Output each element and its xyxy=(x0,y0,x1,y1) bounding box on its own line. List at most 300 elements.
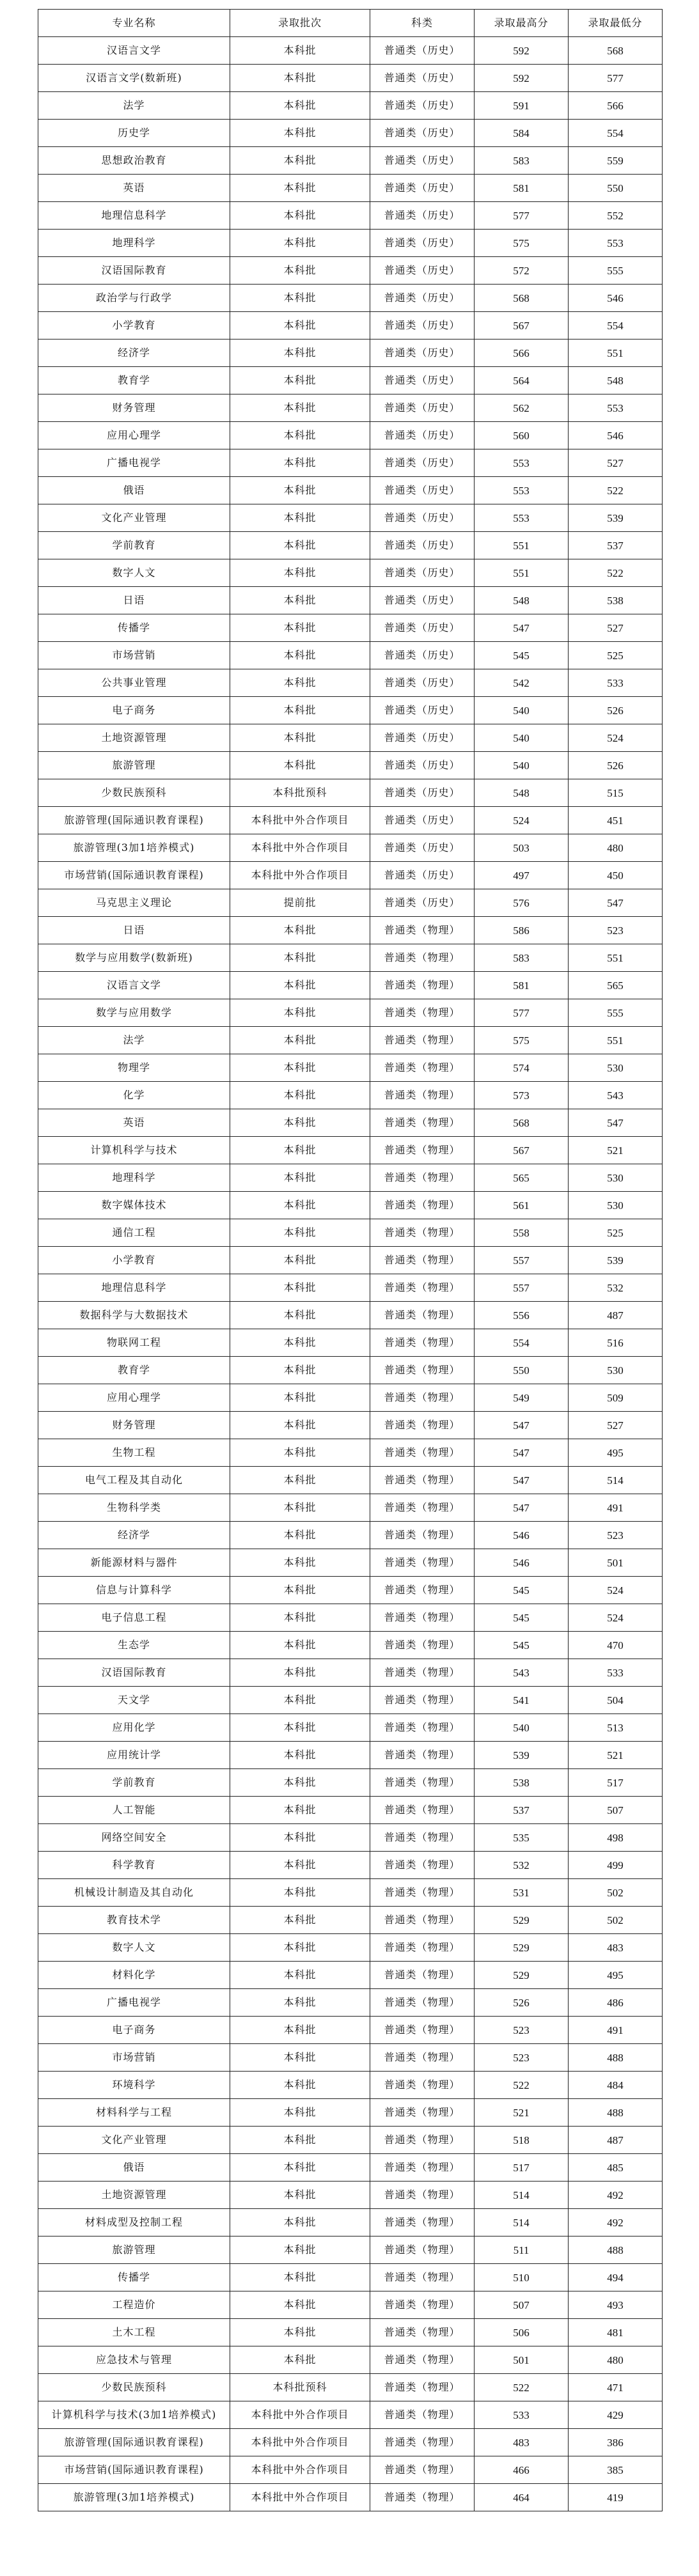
major-name-cell: 法学 xyxy=(38,92,230,120)
table-row xyxy=(38,999,663,1027)
table-body xyxy=(38,37,663,2511)
min-score-cell: 524 xyxy=(569,1604,663,1632)
max-score-cell: 510 xyxy=(475,2264,569,2291)
table-row xyxy=(38,2209,663,2236)
admission-batch-cell: 本科批 xyxy=(230,1742,370,1769)
major-name-cell: 工程造价 xyxy=(38,2291,230,2319)
table-row xyxy=(38,285,663,312)
major-name-cell: 文化产业管理 xyxy=(38,504,230,532)
admission-batch-cell: 本科批 xyxy=(230,1384,370,1412)
admission-batch-cell: 本科批 xyxy=(230,669,370,697)
admission-batch-cell: 本科批 xyxy=(230,175,370,202)
category-cell: 普通类（物理） xyxy=(370,2319,475,2346)
major-name-cell: 数字人文 xyxy=(38,559,230,587)
table-row xyxy=(38,1329,663,1357)
max-score-cell: 586 xyxy=(475,917,569,944)
admission-batch-cell: 本科批 xyxy=(230,559,370,587)
table-row xyxy=(38,834,663,862)
table-row xyxy=(38,147,663,175)
min-score-cell: 509 xyxy=(569,1384,663,1412)
category-cell: 普通类（历史） xyxy=(370,614,475,642)
admission-batch-cell: 本科批 xyxy=(230,1164,370,1192)
admission-batch-cell: 本科批 xyxy=(230,1412,370,1439)
header-admission-batch: 录取批次 xyxy=(230,10,370,37)
admission-batch-cell: 本科批中外合作项目 xyxy=(230,2484,370,2511)
min-score-cell: 553 xyxy=(569,394,663,422)
admission-batch-cell: 本科批 xyxy=(230,1907,370,1934)
max-score-cell: 557 xyxy=(475,1247,569,1274)
min-score-cell: 555 xyxy=(569,257,663,285)
major-name-cell: 汉语国际教育 xyxy=(38,1659,230,1687)
major-name-cell: 应急技术与管理 xyxy=(38,2346,230,2374)
category-cell: 普通类（历史） xyxy=(370,697,475,724)
table-row xyxy=(38,1934,663,1962)
table-row xyxy=(38,2017,663,2044)
admission-batch-cell: 本科批 xyxy=(230,2127,370,2154)
major-name-cell: 市场营销 xyxy=(38,2044,230,2072)
max-score-cell: 557 xyxy=(475,1274,569,1302)
major-name-cell: 物联网工程 xyxy=(38,1329,230,1357)
admission-batch-cell: 本科批 xyxy=(230,65,370,92)
admission-batch-cell: 本科批 xyxy=(230,367,370,394)
major-name-cell: 数学与应用数学 xyxy=(38,999,230,1027)
major-name-cell: 汉语言文学 xyxy=(38,37,230,65)
category-cell: 普通类（历史） xyxy=(370,477,475,504)
category-cell: 普通类（物理） xyxy=(370,1879,475,1907)
category-cell: 普通类（物理） xyxy=(370,1934,475,1962)
category-cell: 普通类（物理） xyxy=(370,1907,475,1934)
max-score-cell: 553 xyxy=(475,504,569,532)
category-cell: 普通类（物理） xyxy=(370,1742,475,1769)
min-score-cell: 553 xyxy=(569,230,663,257)
table-row xyxy=(38,1797,663,1824)
table-row xyxy=(38,65,663,92)
major-name-cell: 网络空间安全 xyxy=(38,1824,230,1852)
min-score-cell: 548 xyxy=(569,367,663,394)
max-score-cell: 561 xyxy=(475,1192,569,1219)
admission-batch-cell: 本科批预科 xyxy=(230,2374,370,2401)
category-cell: 普通类（物理） xyxy=(370,2236,475,2264)
max-score-cell: 540 xyxy=(475,697,569,724)
max-score-cell: 533 xyxy=(475,2401,569,2429)
max-score-cell: 518 xyxy=(475,2127,569,2154)
table-row xyxy=(38,1412,663,1439)
table-row xyxy=(38,1302,663,1329)
major-name-cell: 数字媒体技术 xyxy=(38,1192,230,1219)
category-cell: 普通类（物理） xyxy=(370,2291,475,2319)
admission-batch-cell: 本科批 xyxy=(230,1962,370,1989)
table-row xyxy=(38,724,663,752)
major-name-cell: 小学教育 xyxy=(38,1247,230,1274)
min-score-cell: 514 xyxy=(569,1467,663,1494)
admission-batch-cell: 本科批 xyxy=(230,1824,370,1852)
max-score-cell: 583 xyxy=(475,944,569,972)
min-score-cell: 502 xyxy=(569,1907,663,1934)
max-score-cell: 545 xyxy=(475,642,569,669)
table-row xyxy=(38,2374,663,2401)
min-score-cell: 566 xyxy=(569,92,663,120)
max-score-cell: 567 xyxy=(475,1137,569,1164)
min-score-cell: 527 xyxy=(569,614,663,642)
admission-batch-cell: 本科批 xyxy=(230,312,370,340)
category-cell: 普通类（物理） xyxy=(370,2154,475,2182)
table-row xyxy=(38,422,663,449)
min-score-cell: 493 xyxy=(569,2291,663,2319)
category-cell: 普通类（历史） xyxy=(370,340,475,367)
max-score-cell: 567 xyxy=(475,312,569,340)
admission-batch-cell: 本科批 xyxy=(230,532,370,559)
table-row xyxy=(38,1604,663,1632)
table-row xyxy=(38,1907,663,1934)
category-cell: 普通类（历史） xyxy=(370,449,475,477)
category-cell: 普通类（历史） xyxy=(370,752,475,779)
min-score-cell: 550 xyxy=(569,175,663,202)
header-major-name: 专业名称 xyxy=(38,10,230,37)
table-row xyxy=(38,697,663,724)
min-score-cell: 492 xyxy=(569,2209,663,2236)
table-row xyxy=(38,1137,663,1164)
major-name-cell: 天文学 xyxy=(38,1687,230,1714)
category-cell: 普通类（物理） xyxy=(370,1522,475,1549)
table-row xyxy=(38,779,663,807)
major-name-cell: 新能源材料与器件 xyxy=(38,1549,230,1577)
min-score-cell: 539 xyxy=(569,1247,663,1274)
min-score-cell: 559 xyxy=(569,147,663,175)
min-score-cell: 483 xyxy=(569,1934,663,1962)
max-score-cell: 560 xyxy=(475,422,569,449)
max-score-cell: 572 xyxy=(475,257,569,285)
min-score-cell: 565 xyxy=(569,972,663,999)
min-score-cell: 488 xyxy=(569,2044,663,2072)
admission-score-table xyxy=(38,9,663,2511)
max-score-cell: 574 xyxy=(475,1054,569,1082)
table-row xyxy=(38,2072,663,2099)
min-score-cell: 552 xyxy=(569,202,663,230)
max-score-cell: 540 xyxy=(475,1714,569,1742)
min-score-cell: 484 xyxy=(569,2072,663,2099)
min-score-cell: 502 xyxy=(569,1879,663,1907)
admission-batch-cell: 本科批 xyxy=(230,1797,370,1824)
min-score-cell: 530 xyxy=(569,1164,663,1192)
min-score-cell: 547 xyxy=(569,889,663,917)
min-score-cell: 480 xyxy=(569,834,663,862)
min-score-cell: 551 xyxy=(569,340,663,367)
max-score-cell: 526 xyxy=(475,1989,569,2017)
max-score-cell: 547 xyxy=(475,614,569,642)
category-cell: 普通类（物理） xyxy=(370,2209,475,2236)
table-row xyxy=(38,504,663,532)
table-row xyxy=(38,862,663,889)
admission-batch-cell: 提前批 xyxy=(230,889,370,917)
min-score-cell: 523 xyxy=(569,917,663,944)
max-score-cell: 529 xyxy=(475,1962,569,1989)
admission-batch-cell: 本科批 xyxy=(230,340,370,367)
major-name-cell: 俄语 xyxy=(38,477,230,504)
table-row xyxy=(38,917,663,944)
major-name-cell: 土地资源管理 xyxy=(38,2182,230,2209)
category-cell: 普通类（物理） xyxy=(370,1687,475,1714)
category-cell: 普通类（物理） xyxy=(370,1082,475,1109)
min-score-cell: 419 xyxy=(569,2484,663,2511)
max-score-cell: 547 xyxy=(475,1494,569,1522)
min-score-cell: 532 xyxy=(569,1274,663,1302)
min-score-cell: 522 xyxy=(569,559,663,587)
min-score-cell: 551 xyxy=(569,1027,663,1054)
category-cell: 普通类（物理） xyxy=(370,999,475,1027)
major-name-cell: 公共事业管理 xyxy=(38,669,230,697)
admission-batch-cell: 本科批 xyxy=(230,1467,370,1494)
max-score-cell: 545 xyxy=(475,1604,569,1632)
min-score-cell: 386 xyxy=(569,2429,663,2456)
major-name-cell: 地理信息科学 xyxy=(38,202,230,230)
category-cell: 普通类（历史） xyxy=(370,147,475,175)
min-score-cell: 543 xyxy=(569,1082,663,1109)
min-score-cell: 513 xyxy=(569,1714,663,1742)
major-name-cell: 传播学 xyxy=(38,2264,230,2291)
table-row xyxy=(38,1577,663,1604)
category-cell: 普通类（物理） xyxy=(370,1329,475,1357)
admission-batch-cell: 本科批 xyxy=(230,422,370,449)
admission-batch-cell: 本科批中外合作项目 xyxy=(230,2429,370,2456)
category-cell: 普通类（物理） xyxy=(370,2401,475,2429)
table-row xyxy=(38,1247,663,1274)
major-name-cell: 日语 xyxy=(38,587,230,614)
table-row xyxy=(38,2319,663,2346)
admission-batch-cell: 本科批 xyxy=(230,1274,370,1302)
min-score-cell: 547 xyxy=(569,1109,663,1137)
major-name-cell: 电子信息工程 xyxy=(38,1604,230,1632)
max-score-cell: 581 xyxy=(475,175,569,202)
category-cell: 普通类（历史） xyxy=(370,779,475,807)
category-cell: 普通类（物理） xyxy=(370,2456,475,2484)
admission-batch-cell: 本科批 xyxy=(230,449,370,477)
major-name-cell: 应用统计学 xyxy=(38,1742,230,1769)
header-max-score: 录取最高分 xyxy=(475,10,569,37)
min-score-cell: 524 xyxy=(569,1577,663,1604)
major-name-cell: 材料科学与工程 xyxy=(38,2099,230,2127)
major-name-cell: 应用心理学 xyxy=(38,1384,230,1412)
major-name-cell: 教育学 xyxy=(38,367,230,394)
category-cell: 普通类（物理） xyxy=(370,2484,475,2511)
category-cell: 普通类（物理） xyxy=(370,1164,475,1192)
admission-batch-cell: 本科批 xyxy=(230,230,370,257)
min-score-cell: 495 xyxy=(569,1439,663,1467)
category-cell: 普通类（历史） xyxy=(370,587,475,614)
admission-batch-cell: 本科批 xyxy=(230,477,370,504)
max-score-cell: 553 xyxy=(475,477,569,504)
table-row xyxy=(38,394,663,422)
major-name-cell: 数据科学与大数据技术 xyxy=(38,1302,230,1329)
major-name-cell: 地理信息科学 xyxy=(38,1274,230,1302)
category-cell: 普通类（历史） xyxy=(370,862,475,889)
major-name-cell: 市场营销(国际通识教育课程) xyxy=(38,2456,230,2484)
max-score-cell: 573 xyxy=(475,1082,569,1109)
max-score-cell: 577 xyxy=(475,202,569,230)
category-cell: 普通类（历史） xyxy=(370,834,475,862)
table-row xyxy=(38,257,663,285)
min-score-cell: 486 xyxy=(569,1989,663,2017)
major-name-cell: 旅游管理(国际通识教育课程) xyxy=(38,807,230,834)
category-cell: 普通类（历史） xyxy=(370,120,475,147)
admission-batch-cell: 本科批 xyxy=(230,504,370,532)
max-score-cell: 523 xyxy=(475,2017,569,2044)
major-name-cell: 教育学 xyxy=(38,1357,230,1384)
max-score-cell: 551 xyxy=(475,532,569,559)
min-score-cell: 471 xyxy=(569,2374,663,2401)
admission-batch-cell: 本科批 xyxy=(230,2319,370,2346)
min-score-cell: 487 xyxy=(569,1302,663,1329)
major-name-cell: 数字人文 xyxy=(38,1934,230,1962)
max-score-cell: 514 xyxy=(475,2209,569,2236)
category-cell: 普通类（物理） xyxy=(370,1467,475,1494)
table-row xyxy=(38,587,663,614)
major-name-cell: 旅游管理 xyxy=(38,2236,230,2264)
table-row xyxy=(38,559,663,587)
table-row xyxy=(38,614,663,642)
category-cell: 普通类（物理） xyxy=(370,1577,475,1604)
admission-batch-cell: 本科批 xyxy=(230,1769,370,1797)
table-row xyxy=(38,202,663,230)
table-row xyxy=(38,1742,663,1769)
major-name-cell: 生物科学类 xyxy=(38,1494,230,1522)
category-cell: 普通类（物理） xyxy=(370,917,475,944)
category-cell: 普通类（物理） xyxy=(370,1384,475,1412)
min-score-cell: 501 xyxy=(569,1549,663,1577)
min-score-cell: 451 xyxy=(569,807,663,834)
major-name-cell: 旅游管理 xyxy=(38,752,230,779)
min-score-cell: 527 xyxy=(569,1412,663,1439)
admission-batch-cell: 本科批 xyxy=(230,92,370,120)
max-score-cell: 548 xyxy=(475,587,569,614)
admission-batch-cell: 本科批 xyxy=(230,394,370,422)
admission-batch-cell: 本科批 xyxy=(230,202,370,230)
major-name-cell: 地理科学 xyxy=(38,230,230,257)
min-score-cell: 533 xyxy=(569,669,663,697)
major-name-cell: 计算机科学与技术 xyxy=(38,1137,230,1164)
admission-batch-cell: 本科批 xyxy=(230,917,370,944)
table-row xyxy=(38,2099,663,2127)
admission-batch-cell: 本科批中外合作项目 xyxy=(230,862,370,889)
max-score-cell: 549 xyxy=(475,1384,569,1412)
table-row xyxy=(38,1879,663,1907)
max-score-cell: 548 xyxy=(475,779,569,807)
max-score-cell: 568 xyxy=(475,285,569,312)
min-score-cell: 521 xyxy=(569,1742,663,1769)
admission-batch-cell: 本科批 xyxy=(230,1219,370,1247)
category-cell: 普通类（物理） xyxy=(370,1137,475,1164)
admission-batch-cell: 本科批 xyxy=(230,1247,370,1274)
major-name-cell: 少数民族预科 xyxy=(38,779,230,807)
admission-batch-cell: 本科批 xyxy=(230,2182,370,2209)
table-row xyxy=(38,1467,663,1494)
category-cell: 普通类（历史） xyxy=(370,642,475,669)
admission-batch-cell: 本科批 xyxy=(230,2017,370,2044)
major-name-cell: 环境科学 xyxy=(38,2072,230,2099)
admission-batch-cell: 本科批 xyxy=(230,1082,370,1109)
category-cell: 普通类（历史） xyxy=(370,37,475,65)
category-cell: 普通类（物理） xyxy=(370,1192,475,1219)
table-row xyxy=(38,230,663,257)
max-score-cell: 507 xyxy=(475,2291,569,2319)
max-score-cell: 497 xyxy=(475,862,569,889)
min-score-cell: 488 xyxy=(569,2236,663,2264)
min-score-cell: 546 xyxy=(569,422,663,449)
major-name-cell: 科学教育 xyxy=(38,1852,230,1879)
min-score-cell: 470 xyxy=(569,1632,663,1659)
admission-batch-cell: 本科批 xyxy=(230,257,370,285)
admission-batch-cell: 本科批 xyxy=(230,2264,370,2291)
max-score-cell: 575 xyxy=(475,230,569,257)
major-name-cell: 汉语言文学(数新班) xyxy=(38,65,230,92)
admission-batch-cell: 本科批 xyxy=(230,2236,370,2264)
major-name-cell: 少数民族预科 xyxy=(38,2374,230,2401)
max-score-cell: 566 xyxy=(475,340,569,367)
min-score-cell: 504 xyxy=(569,1687,663,1714)
table-row xyxy=(38,1769,663,1797)
admission-batch-cell: 本科批 xyxy=(230,972,370,999)
admission-batch-cell: 本科批 xyxy=(230,2154,370,2182)
admission-batch-cell: 本科批 xyxy=(230,2044,370,2072)
admission-batch-cell: 本科批 xyxy=(230,285,370,312)
major-name-cell: 材料成型及控制工程 xyxy=(38,2209,230,2236)
category-cell: 普通类（物理） xyxy=(370,1714,475,1742)
max-score-cell: 546 xyxy=(475,1549,569,1577)
max-score-cell: 562 xyxy=(475,394,569,422)
major-name-cell: 数学与应用数学(数新班) xyxy=(38,944,230,972)
major-name-cell: 旅游管理(国际通识教育课程) xyxy=(38,2429,230,2456)
major-name-cell: 广播电视学 xyxy=(38,449,230,477)
major-name-cell: 汉语国际教育 xyxy=(38,257,230,285)
table-row xyxy=(38,2182,663,2209)
min-score-cell: 568 xyxy=(569,37,663,65)
table-row xyxy=(38,1027,663,1054)
min-score-cell: 485 xyxy=(569,2154,663,2182)
admission-batch-cell: 本科批中外合作项目 xyxy=(230,2456,370,2484)
admission-batch-cell: 本科批 xyxy=(230,944,370,972)
max-score-cell: 531 xyxy=(475,1879,569,1907)
table-row xyxy=(38,1439,663,1467)
table-row xyxy=(38,1109,663,1137)
major-name-cell: 生物工程 xyxy=(38,1439,230,1467)
table-row xyxy=(38,175,663,202)
max-score-cell: 592 xyxy=(475,37,569,65)
category-cell: 普通类（物理） xyxy=(370,2374,475,2401)
category-cell: 普通类（历史） xyxy=(370,807,475,834)
min-score-cell: 537 xyxy=(569,532,663,559)
table-row xyxy=(38,1054,663,1082)
category-cell: 普通类（物理） xyxy=(370,1962,475,1989)
admission-batch-cell: 本科批 xyxy=(230,1714,370,1742)
major-name-cell: 俄语 xyxy=(38,2154,230,2182)
admission-batch-cell: 本科批 xyxy=(230,999,370,1027)
admission-batch-cell: 本科批 xyxy=(230,1852,370,1879)
max-score-cell: 551 xyxy=(475,559,569,587)
admission-batch-cell: 本科批 xyxy=(230,1054,370,1082)
admission-batch-cell: 本科批 xyxy=(230,642,370,669)
major-name-cell: 计算机科学与技术(3加1培养模式) xyxy=(38,2401,230,2429)
max-score-cell: 558 xyxy=(475,1219,569,1247)
header-category: 科类 xyxy=(370,10,475,37)
category-cell: 普通类（物理） xyxy=(370,2017,475,2044)
category-cell: 普通类（物理） xyxy=(370,1494,475,1522)
category-cell: 普通类（物理） xyxy=(370,1054,475,1082)
major-name-cell: 材料化学 xyxy=(38,1962,230,1989)
major-name-cell: 物理学 xyxy=(38,1054,230,1082)
table-row xyxy=(38,367,663,394)
major-name-cell: 人工智能 xyxy=(38,1797,230,1824)
min-score-cell: 523 xyxy=(569,1522,663,1549)
max-score-cell: 523 xyxy=(475,2044,569,2072)
